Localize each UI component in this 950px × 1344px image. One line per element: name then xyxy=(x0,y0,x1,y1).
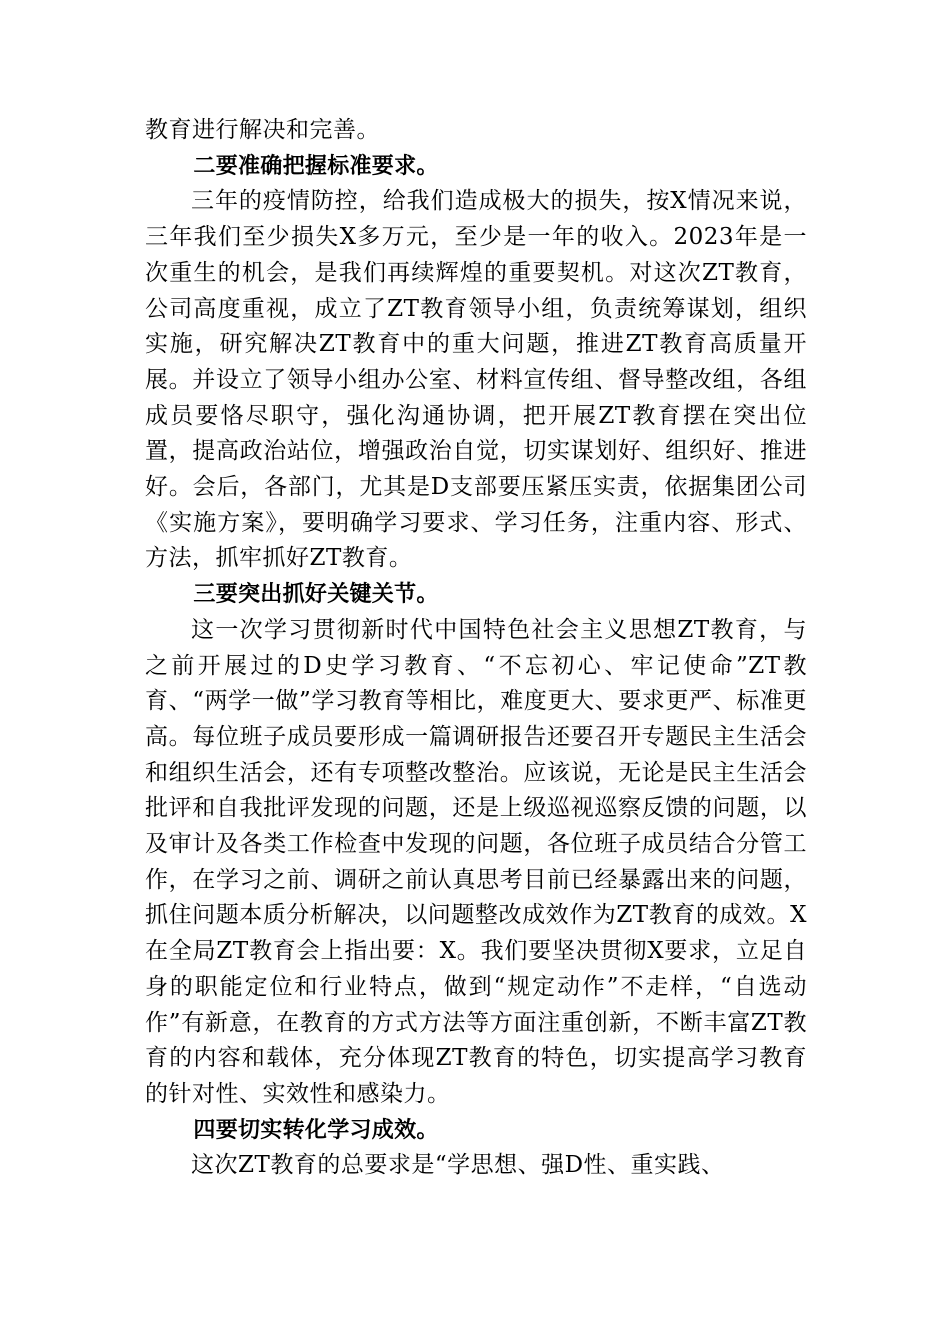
section-heading-2: 二要准确把握标准要求。 xyxy=(193,153,439,179)
paragraph-section-4: 这次ZT教育的总要求是“学思想、强D性、重实践、 xyxy=(191,1152,725,1179)
paragraph-section-2: 三年的疫情防控，给我们造成极大的损失，按X情况来说，三年我们至少损失X多万元，至少是一年的收入。2023年是一次重生的机会，是我们再续辉煌的重要契机。对这次ZT教育，公司高度重视，成立了ZT教育领导小组，负责统筹谋划，组织实施，研究解决ZT教育中的重大问题，推进ZT教育高质量开展。并设立了领导小组办公室、材料宣传组、督导整改组，各组成员要恪尽职守，强化沟通协调，把开展ZT教育摆在突出位置，提高政治站位，增强政治自觉，切实谋划好、组织好、推进好。会后，各部门，尤其是D支部要压紧压实责，依据集团公司《实施方案》，要明确学习要求、学习任务，注重内容、形式、方法，抓牢抓好ZT教育。 xyxy=(145,188,807,572)
document-page xyxy=(145,113,807,1184)
paragraph-continuation: 教育进行解决和完善。 xyxy=(145,117,380,143)
paragraph-section-3: 这一次学习贯彻新时代中国特色社会主义思想ZT教育，与之前开展过的D史学习教育、“不忘初心、牢记使命”ZT教育、“两学一做”学习教育等相比，难度更大、要求更严、标准更高。每位班子成员要形成一篇调研报告还要召开专题民主生活会和组织生活会，还有专项整改整治。应该说，无论是民主生活会批评和自我批评发现的问题，还是上级巡视巡察反馈的问题，以及审计及各类工作检查中发现的问题，各位班子成员结合分管工作，在学习之前、调研之前认真思考目前已经暴露出来的问题，抓住问题本质分析解决，以问题整改成效作为ZT教育的成效。X在全局ZT教育会上指出要：X。我们要坚决贯彻X要求，立足自身的职能定位和行业特点，做到“规定动作”不走样，“自选动作”有新意，在教育的方式方法等方面注重创新，不断丰富ZT教育的内容和载体，充分体现ZT教育的特色，切实提高学习教育的针对性、实效性和感染力。 xyxy=(145,616,807,1107)
section-heading-4: 四要切实转化学习成效。 xyxy=(193,1117,439,1143)
section-heading-3: 三要突出抓好关键关节。 xyxy=(193,582,439,608)
